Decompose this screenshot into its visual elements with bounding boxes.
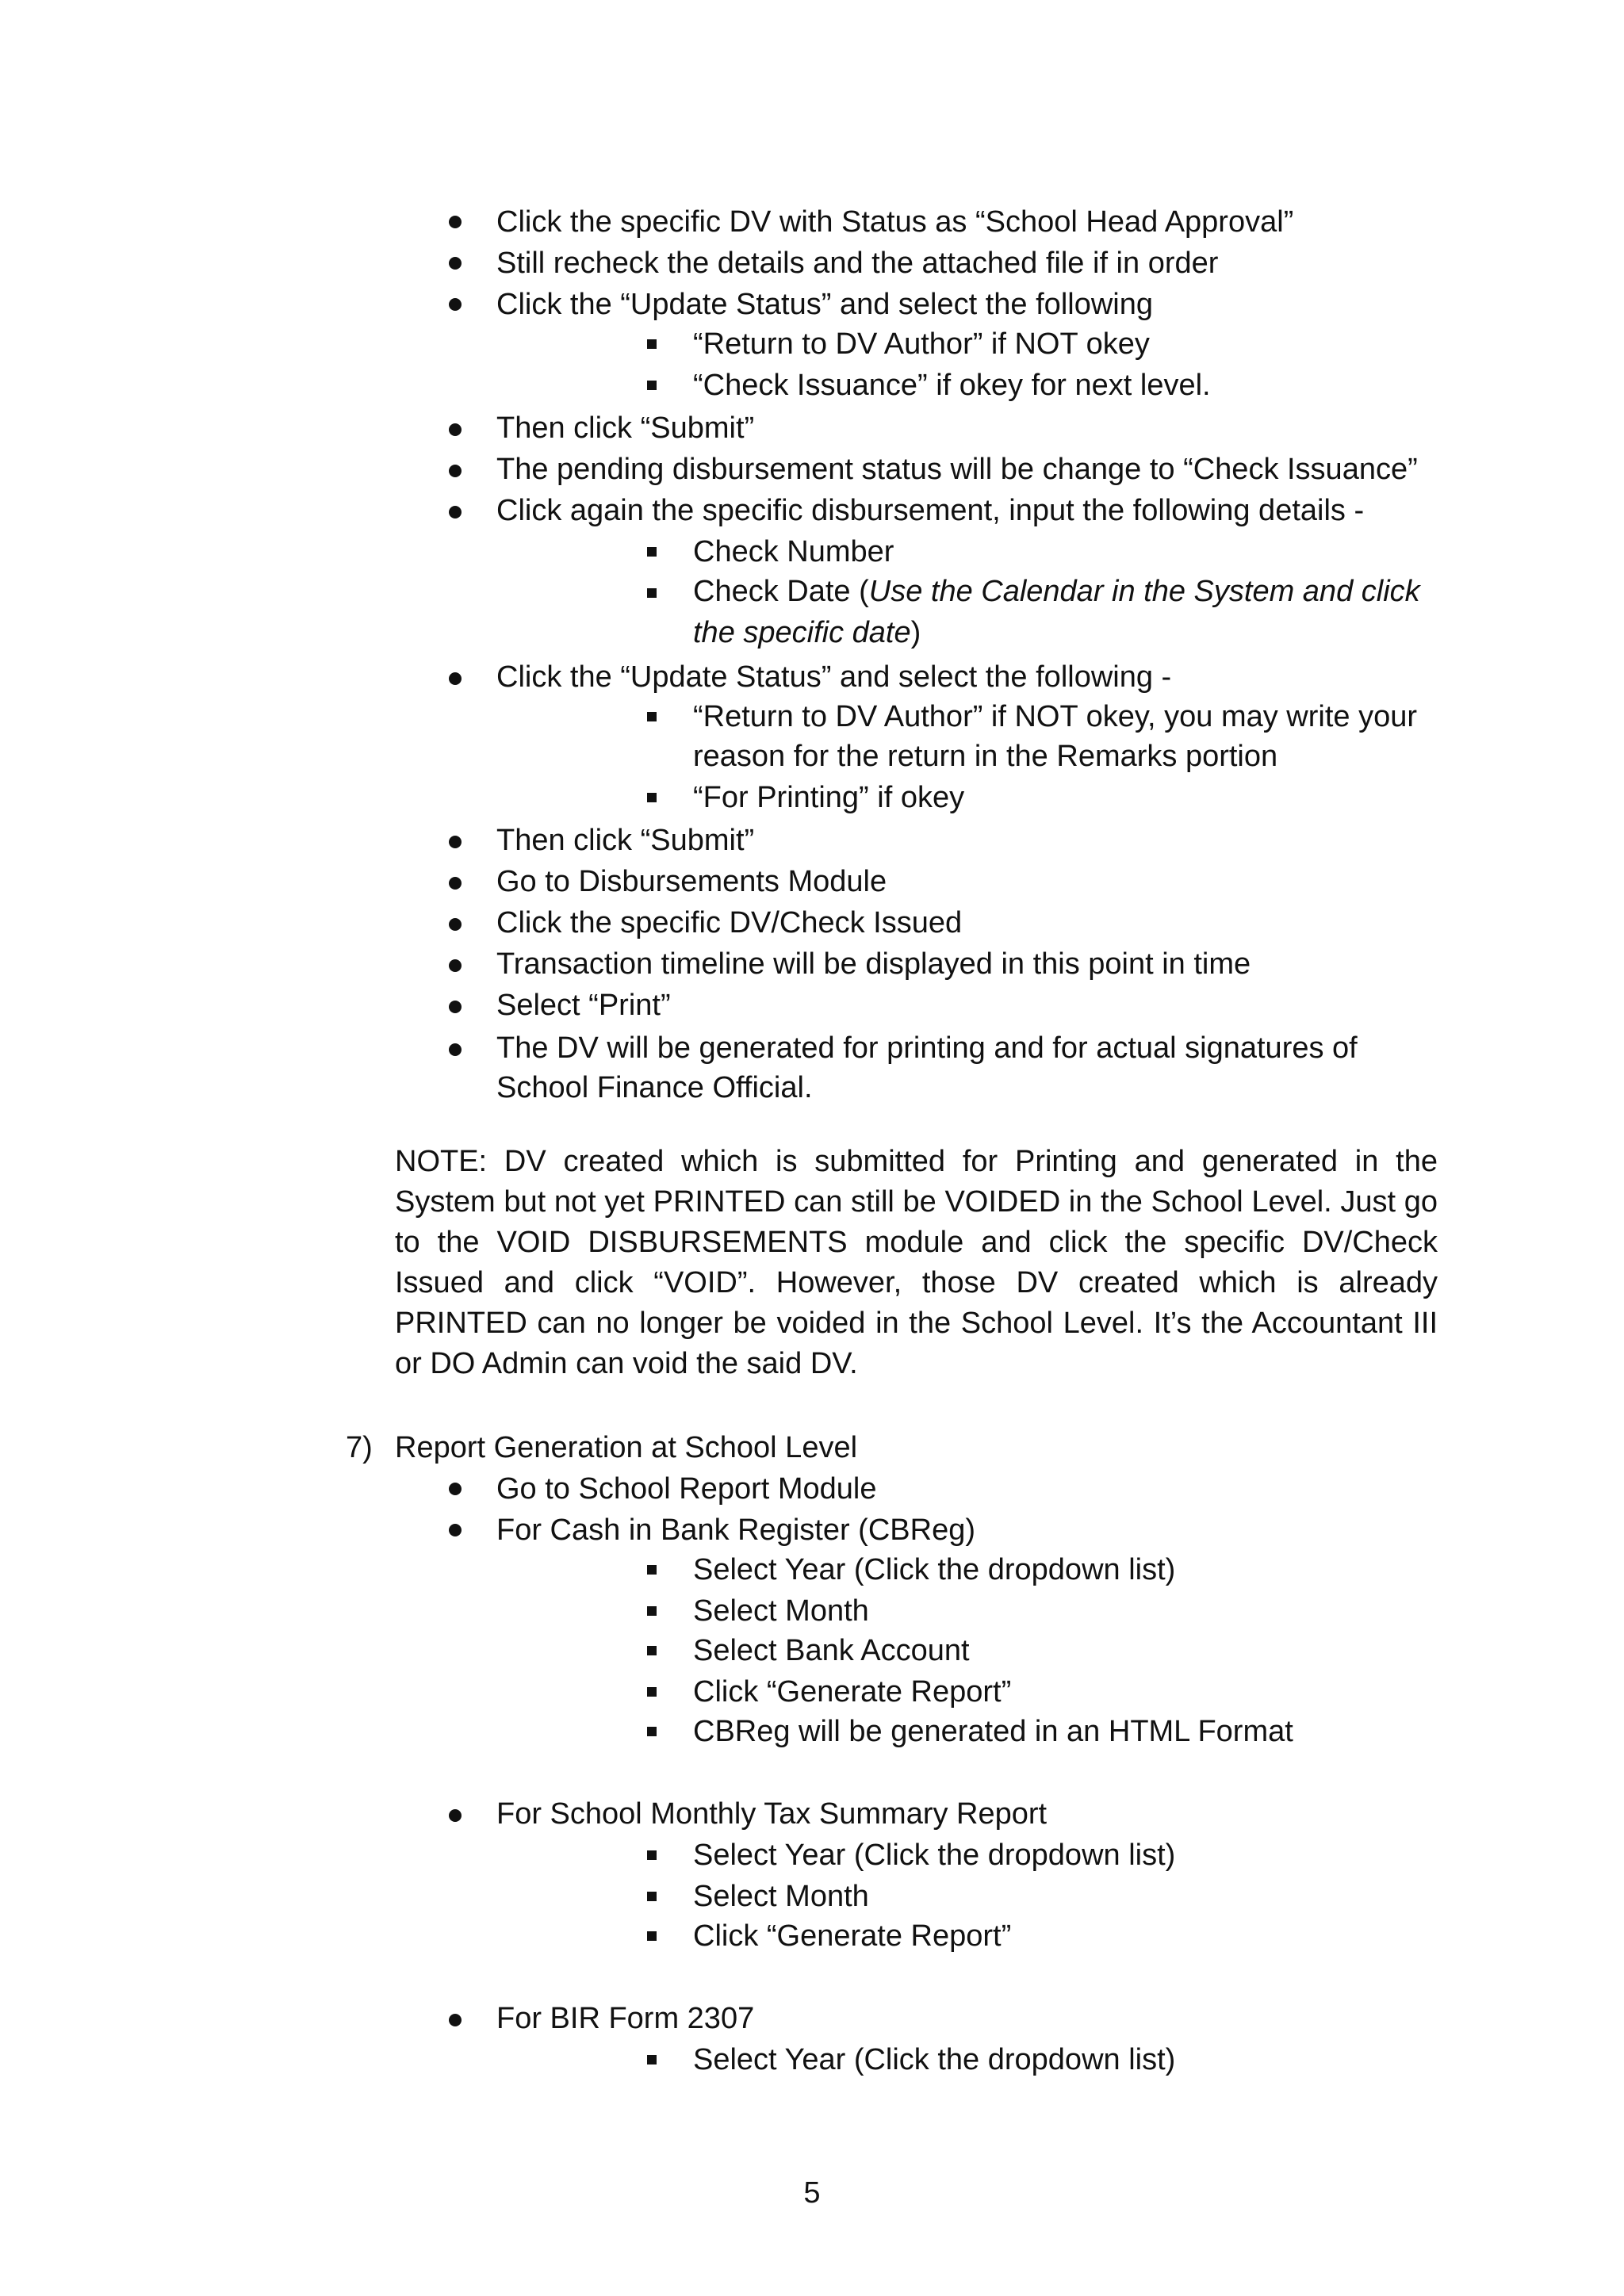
sub-list-item: “For Printing” if okey xyxy=(693,781,965,814)
list-item: For BIR Form 2307 xyxy=(496,2002,755,2035)
bullet-icon xyxy=(449,918,462,931)
bullet-icon xyxy=(449,672,462,685)
list-item: Click the “Update Status” and select the following - xyxy=(496,660,1172,694)
sub-list-item-continuation xyxy=(693,612,921,653)
bullet-icon xyxy=(449,298,462,311)
sub-list-item: “Return to DV Author” if NOT okey xyxy=(693,327,1150,361)
sub-list-item: CBReg will be generated in an HTML Format xyxy=(693,1715,1293,1748)
bullet-icon xyxy=(449,959,462,972)
bullet-icon xyxy=(449,1001,462,1013)
list-item: Click the specific DV with Status as “School Head Approval” xyxy=(496,205,1294,239)
list-item: Go to Disbursements Module xyxy=(496,865,887,898)
check-date-close: ) xyxy=(910,616,921,649)
list-item: The pending disbursement status will be change to “Check Issuance” xyxy=(496,453,1418,486)
bullet-icon xyxy=(449,257,462,270)
bullet-icon xyxy=(449,1043,462,1056)
sub-list-item: “Check Issuance” if okey for next level. xyxy=(693,369,1211,402)
bullet-icon xyxy=(449,216,462,228)
sub-list-item: Click “Generate Report” xyxy=(693,1675,1012,1709)
list-item: For Cash in Bank Register (CBReg) xyxy=(496,1513,975,1547)
square-bullet-icon xyxy=(647,793,657,802)
square-bullet-icon xyxy=(647,381,657,390)
list-item-continuation: School Finance Official. xyxy=(496,1071,813,1104)
bullet-icon xyxy=(449,2014,462,2026)
list-item: Then click “Submit” xyxy=(496,411,755,445)
square-bullet-icon xyxy=(647,1687,657,1697)
bullet-icon xyxy=(449,465,462,477)
sub-list-item: Select Month xyxy=(693,1594,869,1628)
square-bullet-icon xyxy=(647,339,657,349)
square-bullet-icon xyxy=(647,547,657,557)
bullet-icon xyxy=(449,1524,462,1536)
list-item: Still recheck the details and the attached file if in order xyxy=(496,247,1219,280)
bullet-icon xyxy=(449,877,462,890)
sub-list-item: “Return to DV Author” if NOT okey, you may write your xyxy=(693,700,1418,733)
note-paragraph: NOTE: DV created which is submitted for Printing and generated in the System but not yet PRINTED can still be VOIDED in the School Level. Just go to the VOID DISBURSEMENTS module and click the specific DV/Check Issued and click “VOID”. However, those DV created which is already PRINTED can no longer be voided in the School Level. It’s the Accountant III or DO Admin can void the said DV. xyxy=(395,1145,1438,1380)
page-number: 5 xyxy=(803,2176,821,2210)
section-number: 7) xyxy=(346,1431,373,1464)
check-date-label: Check Date ( xyxy=(693,575,869,608)
square-bullet-icon xyxy=(647,1892,657,1901)
bullet-icon xyxy=(449,1483,462,1495)
list-item: Select “Print” xyxy=(496,989,671,1022)
bullet-icon xyxy=(449,1809,462,1822)
square-bullet-icon xyxy=(647,588,657,598)
list-item: Go to School Report Module xyxy=(496,1472,877,1506)
list-item: Click the specific DV/Check Issued xyxy=(496,906,963,939)
square-bullet-icon xyxy=(647,1931,657,1941)
square-bullet-icon xyxy=(647,1565,657,1575)
list-item: Transaction timeline will be displayed in this point in time xyxy=(496,947,1251,981)
bullet-icon xyxy=(449,423,462,436)
bullet-icon xyxy=(449,506,462,519)
square-bullet-icon xyxy=(647,1646,657,1655)
square-bullet-icon xyxy=(647,1727,657,1736)
square-bullet-icon xyxy=(647,1850,657,1860)
bullet-icon xyxy=(449,836,462,848)
sub-list-item: Select Bank Account xyxy=(693,1634,970,1667)
sub-list-item: Select Year (Click the dropdown list) xyxy=(693,1839,1176,1872)
section-title: Report Generation at School Level xyxy=(395,1431,858,1464)
sub-list-item: Click “Generate Report” xyxy=(693,1919,1012,1953)
list-item: Then click “Submit” xyxy=(496,824,755,857)
check-date-hint: Use the Calendar in the System and click xyxy=(868,575,1420,608)
square-bullet-icon xyxy=(647,2055,657,2064)
list-item: The DV will be generated for printing and for actual signatures of xyxy=(496,1031,1358,1065)
check-date-hint-cont: the specific date xyxy=(693,616,911,649)
sub-list-item: Select Year (Click the dropdown list) xyxy=(693,1553,1176,1586)
sub-list-item: Check Number xyxy=(693,535,894,568)
square-bullet-icon xyxy=(647,712,657,721)
square-bullet-icon xyxy=(647,1606,657,1616)
sub-list-item: Select Month xyxy=(693,1880,869,1913)
list-item: Click the “Update Status” and select the following xyxy=(496,288,1153,321)
list-item: Click again the specific disbursement, input the following details - xyxy=(496,494,1365,527)
sub-list-item-continuation: reason for the return in the Remarks portion xyxy=(693,740,1278,773)
sub-list-item: Select Year (Click the dropdown list) xyxy=(693,2043,1176,2076)
list-item: For School Monthly Tax Summary Report xyxy=(496,1797,1048,1831)
sub-list-item-check-date xyxy=(693,571,1420,612)
